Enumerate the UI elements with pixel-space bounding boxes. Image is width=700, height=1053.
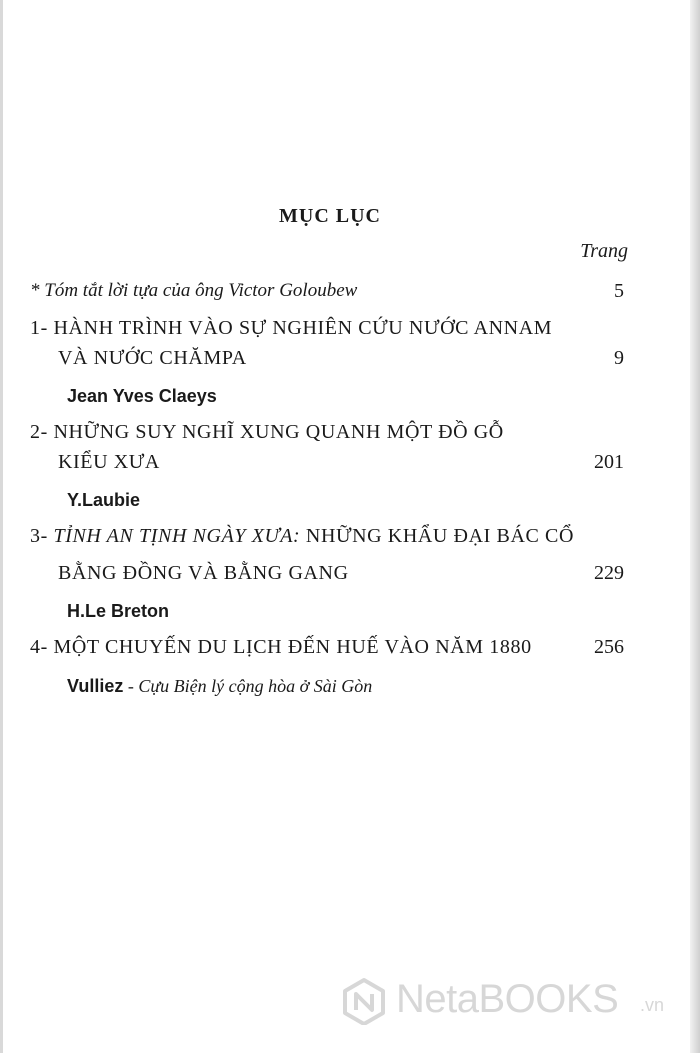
toc-entry-2-author xyxy=(67,490,140,511)
author-name: Vulliez xyxy=(67,676,124,696)
watermark-brand: NetaBOOKS xyxy=(396,977,619,1021)
author-name: H.Le Breton xyxy=(67,601,170,621)
page-left-edge xyxy=(0,0,3,1053)
toc-entry-3-page: 229 xyxy=(594,562,624,584)
toc-entry-preface-page: 5 xyxy=(614,280,624,302)
toc-entry-2-page: 201 xyxy=(594,451,624,473)
page-column-label: Trang xyxy=(580,240,628,262)
watermark xyxy=(340,973,680,1033)
author-note: - Cựu Biện lý cộng hòa ở Sài Gòn xyxy=(123,676,373,696)
toc-entry-4-page: 256 xyxy=(594,636,624,658)
netabooks-logo-icon xyxy=(340,977,388,1025)
author-name: Y.Laubie xyxy=(67,490,141,510)
toc-entry-1-line2: VÀ NƯỚC CHĂMPA xyxy=(58,347,247,369)
toc-entry-3-line2: BẰNG ĐỒNG VÀ BẰNG GANG xyxy=(58,562,349,584)
watermark-suffix: .vn xyxy=(640,995,665,1015)
toc-entry-1-author xyxy=(67,386,217,407)
toc-entry-3-italic-title: TỈNH AN TỊNH NGÀY XƯA: xyxy=(53,525,301,547)
toc-entry-4-line1: 4- MỘT CHUYẾN DU LỊCH ĐẾN HUẾ VÀO NĂM 1880 xyxy=(30,636,532,658)
toc-entry-3-author xyxy=(67,601,169,622)
page-right-edge xyxy=(690,0,700,1053)
toc-entry-1-page: 9 xyxy=(614,347,624,369)
toc-entry-4-author xyxy=(67,676,372,697)
toc-entry-2-line2: KIỂU XƯA xyxy=(58,451,160,473)
author-name: Jean Yves Claeys xyxy=(67,386,217,406)
toc-entry-2-line1: 2- NHỮNG SUY NGHĨ XUNG QUANH MỘT ĐỒ GỖ xyxy=(30,421,504,443)
toc-entry-3-number: 3- xyxy=(30,525,54,547)
toc-entry-preface: * Tóm tắt lời tựa của ông Victor Goloubew xyxy=(30,280,358,301)
toc-title: MỤC LỤC xyxy=(279,205,381,227)
toc-entry-3-line1 xyxy=(30,525,574,548)
toc-entry-1-line1: 1- HÀNH TRÌNH VÀO SỰ NGHIÊN CỨU NƯỚC ANNAM xyxy=(30,317,553,339)
toc-entry-3-title-rest: NHỮNG KHẨU ĐẠI BÁC CỔ xyxy=(300,525,575,547)
